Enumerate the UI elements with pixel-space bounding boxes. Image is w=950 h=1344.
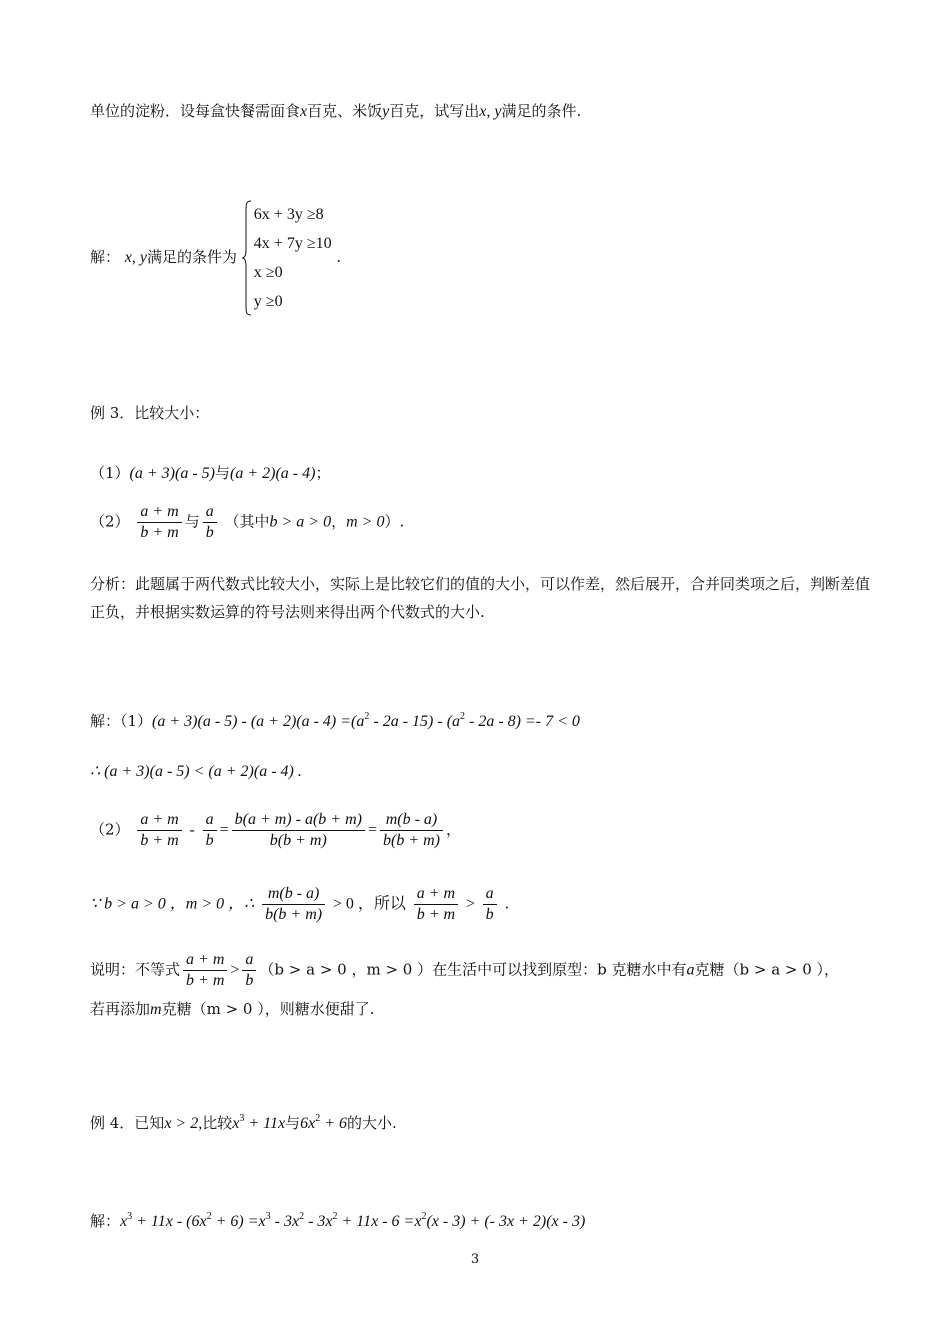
- note-label: 说明：不等式: [90, 960, 181, 979]
- fraction: $\frac{b(a + m) - a(b + m)}{b(b + m)}$: [232, 810, 365, 851]
- punct: ；: [315, 464, 331, 482]
- system-row: 6x + 3y ≥8: [253, 206, 324, 223]
- item-number: （2）: [90, 512, 130, 531]
- period: .: [336, 248, 342, 266]
- vars-xy: x, y: [124, 249, 147, 266]
- system-row: 4x + 7y ≥10: [253, 235, 332, 252]
- condition-expr: m > 0: [346, 513, 385, 531]
- connector: 与: [184, 512, 200, 531]
- solution3-line1: 解：$(1)(a + 3)(a - 5) - (a + 2)(a - 4) =(a^2 - 2a - 15) - (a^2 - 2a - 8) =- 7 < 0$: [90, 711, 580, 730]
- note-text: （b > a > 0 ，m > 0 ）在生活中可以找到原型：b 克糖水中有: [259, 960, 687, 979]
- solution-label: 解：（1）: [90, 712, 153, 730]
- intro-text: 满足的条件.: [501, 102, 582, 120]
- solution1-text: 满足的条件为: [147, 248, 238, 266]
- solution3-part2: （2） $\frac{a + m}{b + m}$ - $\frac{a}{b}$ = $\frac{b(a + m) - a(b + m)}{b(b + m)}$ = $\frac{m(b - a)}{b(b + m)}$ ，: [90, 811, 462, 849]
- fraction: $\frac{m(b - a)}{b(b + m)}$: [262, 884, 325, 925]
- fraction: $\frac{a + m}{b + m}$: [183, 950, 227, 991]
- intro-text: 单位的淀粉．设每盒快餐需面食: [90, 102, 301, 120]
- solution1: [90, 200, 341, 316]
- intro-line: [90, 100, 581, 123]
- expr: (a + 3)(a - 5): [129, 465, 215, 482]
- because-expr: ∵ b > a > 0 ，m > 0 ，∴: [90, 895, 255, 913]
- item-number: （1）: [90, 464, 130, 482]
- fraction: $\frac{a + m}{b + m}$: [137, 502, 181, 543]
- fraction: $\frac{a}{b}$: [203, 502, 217, 543]
- because-line: ∵ b > a > 0 ，m > 0 ，∴ $\frac{m(b - a)}{b(b + m)}$ > 0 ，所以 $\frac{a + m}{b + m}$ > $\frac{a}{b}$ .: [90, 885, 510, 923]
- page-number: 3: [470, 1252, 480, 1267]
- fraction: $\frac{a}{b}$: [203, 810, 217, 851]
- fraction: $\frac{m(b - a)}{b(b + m)}$: [380, 810, 443, 851]
- fraction: $\frac{a + m}{b + m}$: [414, 884, 458, 925]
- example4-title: 例 4．已知x > 2,比较$x^3 + 11x$与$6x^2 + 6$的大小.: [90, 1113, 397, 1132]
- solution-label: 解：: [90, 248, 121, 266]
- solution4-line: 解：$x^3 + 11x - (6x^2 + 6) =x^3 - 3x^2 - 3x^2 + 11x - 6 =x^2(x - 3)$ + (- 3x + 2)(x - 3): [90, 1211, 586, 1230]
- therefore-line: [90, 760, 302, 783]
- intro-text: 百克，试写出: [389, 102, 480, 120]
- system-row: x ≥0: [253, 264, 283, 281]
- example3-title: 例 3．比较大小：: [90, 404, 210, 422]
- expr: (a + 2)(a - 4): [230, 465, 316, 482]
- left-brace-icon: [242, 200, 252, 316]
- var-y: y: [382, 103, 390, 120]
- analysis-paragraph: 分析：此题属于两代数式比较大小，实际上是比较它们的值的大小，可以作差，然后展开，合并同类项之后，判断差值正负，并根据实数运算的符号法则来得出两个代数式的大小.: [90, 575, 871, 621]
- condition-expr: b > a > 0: [269, 513, 332, 531]
- therefore-expr: ∴ (a + 3)(a - 5) < (a + 2)(a - 4) .: [90, 763, 302, 780]
- solution-label: 解：: [90, 1212, 121, 1230]
- var-x: x: [300, 103, 308, 120]
- item-number: （2）: [90, 820, 130, 839]
- condition-text: （其中: [224, 512, 270, 531]
- note-text: 克糖（b > a > 0 ），: [694, 960, 840, 979]
- intro-text: 百克、米饭: [307, 102, 383, 120]
- note-line1: 说明：不等式 $\frac{a + m}{b + m}$ > $\frac{a}{b}$ （b > a > 0 ，m > 0 ）在生活中可以找到原型：b 克糖水中有a克糖（b > a > 0 ），: [90, 951, 840, 989]
- fraction: $\frac{a + m}{b + m}$: [137, 810, 181, 851]
- inequality-system: [242, 200, 332, 316]
- fraction: $\frac{a}{b}$: [483, 884, 497, 925]
- system-row: y ≥0: [253, 293, 283, 310]
- vars-xy: x, y: [479, 103, 502, 120]
- fraction: $\frac{a}{b}$: [242, 950, 256, 991]
- example3-item1: [90, 462, 330, 485]
- connector: 与: [214, 464, 230, 482]
- example3-item2: （2） $\frac{a + m}{b + m}$ 与 $\frac{a}{b}$ （其中b > a > 0，m > 0）.: [90, 503, 405, 541]
- note-line2: 若再添加m克糖（m > 0 ），则糖水便甜了.: [90, 1000, 375, 1018]
